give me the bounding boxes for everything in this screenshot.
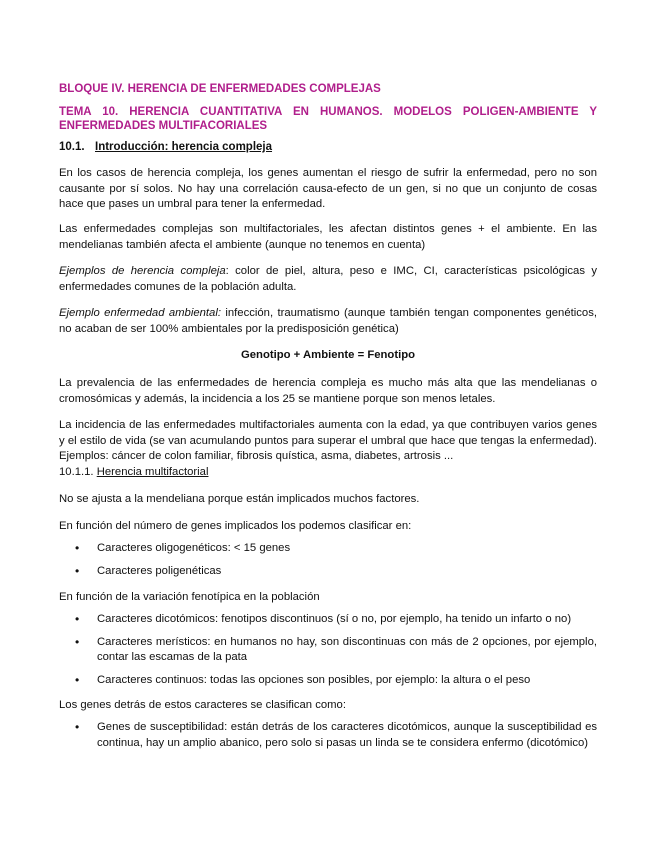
list-item: • Caracteres dicotómicos: fenotipos discontinuos (sí o no, por ejemplo, ha tenido un infarto o no) <box>75 612 572 626</box>
list-item: • Caracteres merísticos: en humanos no hay, son discontinuas con más de 2 opciones, por ejemplo, contar las escamas de la pata <box>75 634 597 663</box>
paragraph-3-lead: Ejemplos de herencia compleja <box>59 265 226 277</box>
list-gene-types <box>59 720 597 751</box>
bullet-icon: • <box>75 672 80 687</box>
paragraph-8: En función del número de genes implicados los podemos clasificar en: <box>59 520 412 532</box>
block-title: BLOQUE IV. HERENCIA DE ENFERMEDADES COMPLEJAS <box>59 83 381 95</box>
section-heading <box>59 140 272 156</box>
list-phenotype <box>59 612 597 688</box>
list-item: • Genes de susceptibilidad: están detrás de los caracteres dicotómicos, aunque la susceptibilidad es continua, hay un amplio abanico, pero solo si pasas un linda se te considera enfermo (dicotómico) <box>75 720 597 749</box>
subsection-heading <box>59 465 208 481</box>
list-item: • Caracteres continuos: todas las opciones son posibles, por ejemplo: la altura o el peso <box>75 672 531 687</box>
section-number: 10.1. <box>59 141 85 153</box>
subsection-title: Herencia multifactorial <box>96 466 209 478</box>
paragraph-2: Las enfermedades complejas son multifactoriales, les afectan distintos genes + el ambiente. En las mendelianas también afecta el ambiente (aunque no tenemos en cuenta) <box>59 223 597 251</box>
paragraph-3 <box>59 264 597 295</box>
paragraph-4 <box>59 306 597 337</box>
formula: Genotipo + Ambiente = Fenotipo <box>240 349 416 361</box>
list-item: • Caracteres poligenéticas <box>75 563 222 578</box>
paragraph-1: En los casos de herencia compleja, los genes aumentan el riesgo de sufrir la enfermedad, pero no son causante por sí solos. No hay una correlación causa-efecto de un gen, si no que un conjunto de cosas hace que pases un umbral para tener la enfermedad. <box>59 167 597 210</box>
paragraph-4-lead: Ejemplo enfermedad ambiental: <box>59 307 221 319</box>
list-item: • Caracteres oligogenéticos: < 15 genes <box>75 541 291 555</box>
tema-title: TEMA 10. HERENCIA CUANTITATIVA EN HUMANOS. MODELOS POLIGEN-AMBIENTE Y ENFERMEDADES MULTIFACORIALES <box>59 106 597 132</box>
paragraph-4-text: infección, traumatismo (aunque también tengan componentes genéticos, no acaban de ser 100% ambientales por la predisposición genética) <box>59 307 597 335</box>
paragraph-10: Los genes detrás de estos caracteres se clasifican como: <box>59 699 346 711</box>
list-genes <box>59 541 597 579</box>
paragraph-7: No se ajusta a la mendeliana porque están implicados muchos factores. <box>59 493 420 505</box>
bullet-icon: • <box>75 634 80 649</box>
paragraph-5: La prevalencia de las enfermedades de herencia compleja es mucho más alta que las mendelianas o cromosómicas y además, la incidencia a los 25 se mantiene porque son menos letales. <box>59 377 597 405</box>
paragraph-3-text: : color de piel, altura, peso e IMC, CI, características psicológicas y enfermedades comunes de la población adulta. <box>59 265 597 293</box>
subsection-number: 10.1.1. <box>59 466 94 478</box>
bullet-icon: • <box>75 612 80 626</box>
bullet-icon: • <box>75 563 80 578</box>
section-title: Introducción: herencia compleja <box>95 141 273 153</box>
paragraph-6: La incidencia de las enfermedades multifactoriales aumenta con la edad, ya que contribuyen varios genes y el estilo de vida (se van acumulando puntos para superar el umbral que hace que tengas la enfermedad). Ejemplos: cáncer de colon familiar, fibrosis quística, asma, diabetes, artrosis ... <box>59 419 597 462</box>
paragraph-9: En función de la variación fenotípica en la población <box>59 591 320 603</box>
bullet-icon: • <box>75 720 80 734</box>
bullet-icon: • <box>75 541 80 555</box>
